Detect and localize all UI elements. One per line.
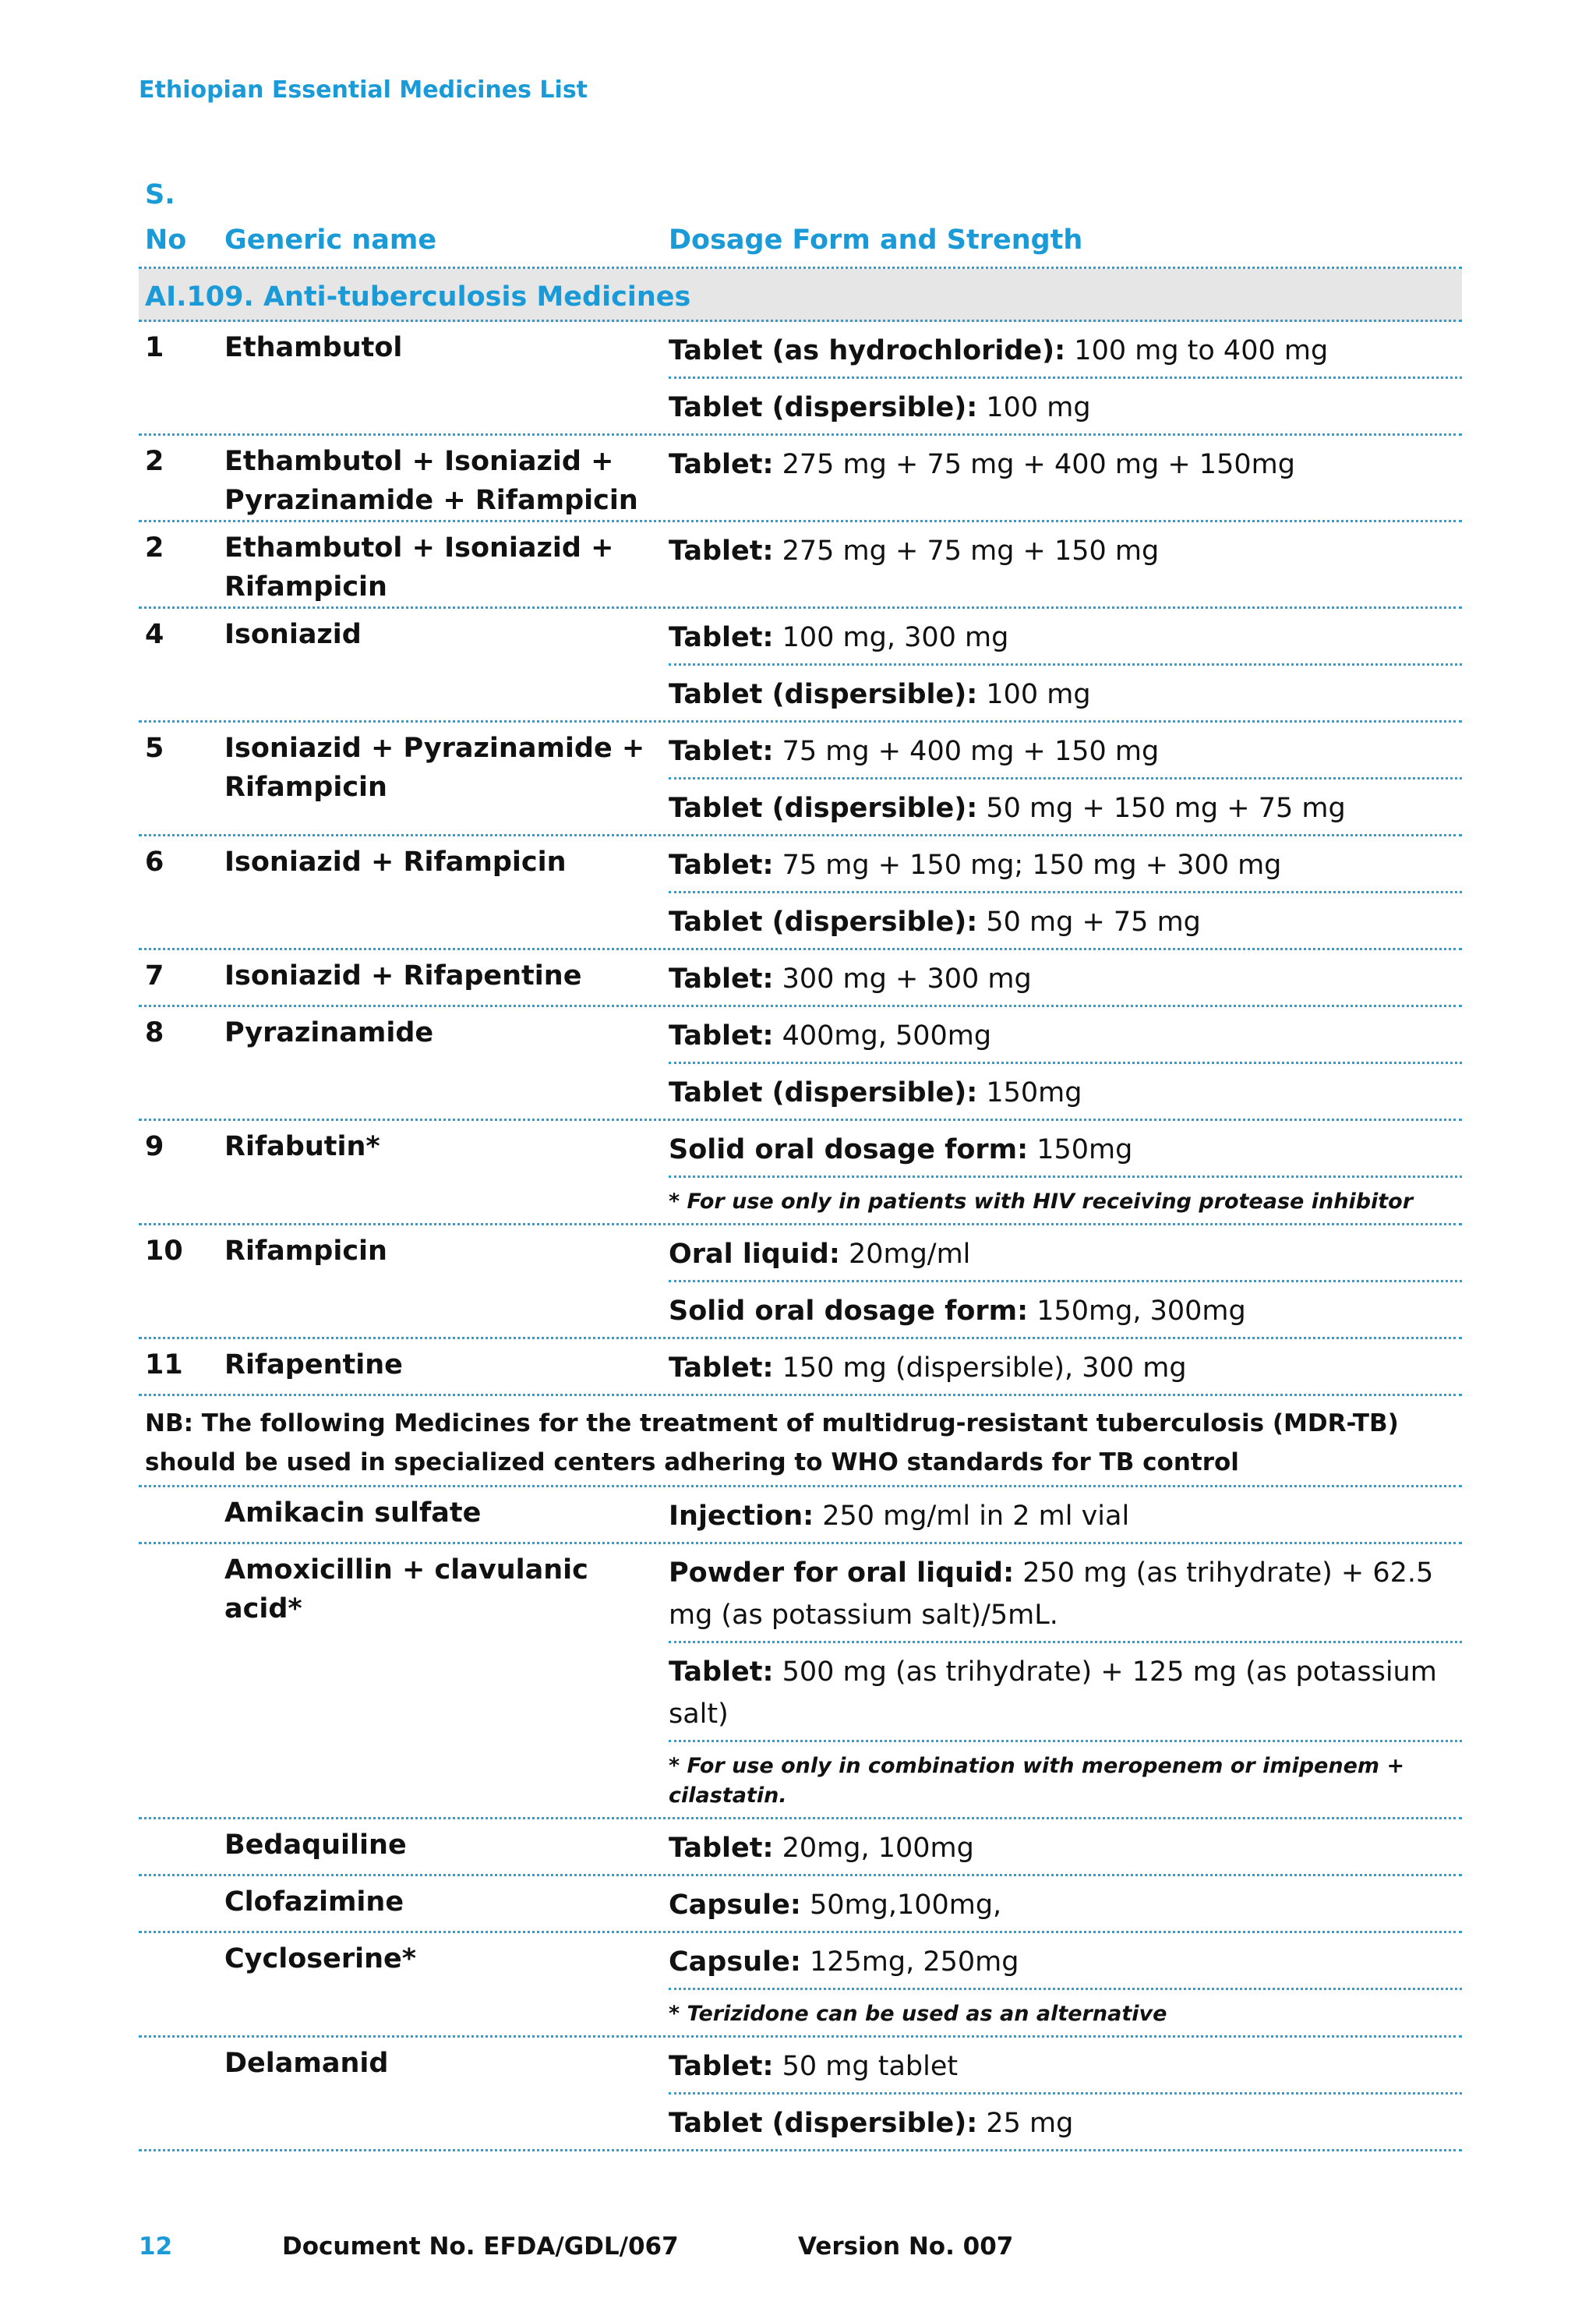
- table-row: [139, 1933, 1462, 2038]
- generic-name: Ethambutol + Isoniazid + Pyrazinamide + Rifampicin: [224, 446, 638, 516]
- dosage-form-label: Tablet:: [669, 1352, 774, 1384]
- usage-note: * For use only in patients with HIV receiving protease inhibitor: [669, 1190, 1414, 1214]
- serial-number: [139, 1876, 224, 1931]
- dosage-form-entry: [669, 1225, 1462, 1282]
- dosage-forms: [669, 522, 1462, 606]
- serial-number: 8: [145, 1017, 164, 1048]
- dosage-strength: 20mg, 100mg: [773, 1833, 974, 1864]
- dosage-strength: 150mg: [1028, 1134, 1133, 1165]
- document-number: Document No. EFDA/GDL/067: [282, 2232, 679, 2261]
- dosage-forms: [669, 609, 1462, 720]
- dosage-strength: 100 mg: [977, 392, 1091, 423]
- table-row: [139, 1819, 1462, 1876]
- dosage-form-label: Oral liquid:: [669, 1239, 840, 1270]
- dosage-form-entry: [669, 723, 1462, 780]
- table-header: [139, 170, 1462, 269]
- serial-number: 1: [145, 332, 164, 363]
- dosage-form-entry: [669, 1876, 1462, 1931]
- dosage-form-label: Tablet:: [669, 1020, 774, 1052]
- dosage-strength: 150 mg (dispersible), 300 mg: [773, 1352, 1187, 1384]
- dosage-form-entry: [669, 893, 1462, 948]
- header-sno-line1: S.: [145, 179, 175, 210]
- generic-name: Rifabutin*: [224, 1131, 380, 1162]
- serial-number: [139, 1933, 224, 2035]
- dosage-strength: 100 mg to 400 mg: [1065, 335, 1329, 366]
- dosage-strength: 20mg/ml: [839, 1239, 971, 1270]
- header-sno-line2: No: [145, 224, 187, 256]
- serial-number: 9: [145, 1131, 164, 1162]
- dosage-forms: [669, 1544, 1462, 1817]
- dosage-forms: [669, 322, 1462, 433]
- dosage-form-entry: [669, 1282, 1462, 1337]
- dosage-strength: 50 mg + 75 mg: [977, 907, 1201, 938]
- table-row: [139, 522, 1462, 609]
- dosage-forms: [669, 950, 1462, 1005]
- generic-name: Bedaquiline: [224, 1829, 407, 1861]
- serial-number: 5: [145, 733, 164, 764]
- generic-name: Isoniazid: [224, 619, 362, 650]
- dosage-strength: 50mg,100mg,: [800, 1890, 1002, 1921]
- dosage-forms: [669, 1487, 1462, 1542]
- dosage-form-entry: [669, 1819, 1462, 1874]
- dosage-strength: 275 mg + 75 mg + 150 mg: [773, 536, 1160, 567]
- serial-number: [139, 2038, 224, 2149]
- dosage-form-entry: [669, 1007, 1462, 1064]
- dosage-form-label: Tablet (as hydrochloride):: [669, 335, 1066, 366]
- dosage-form-label: Tablet:: [669, 622, 774, 653]
- serial-number: [139, 1544, 224, 1817]
- dosage-form-entry: [669, 1643, 1462, 1742]
- generic-name: Rifampicin: [224, 1236, 387, 1267]
- serial-number: [139, 1819, 224, 1874]
- dosage-forms: [669, 836, 1462, 948]
- dosage-form-label: Capsule:: [669, 1946, 801, 1978]
- table-row: [139, 436, 1462, 522]
- dosage-strength: 150mg: [977, 1077, 1082, 1108]
- table-row: [139, 1225, 1462, 1339]
- dosage-forms: [669, 436, 1462, 520]
- dosage-forms: [669, 1819, 1462, 1874]
- dosage-strength: 300 mg + 300 mg: [773, 963, 1032, 995]
- dosage-form-entry: [669, 666, 1462, 720]
- dosage-form-entry: [669, 1933, 1462, 1990]
- dosage-form-entry: [669, 1064, 1462, 1119]
- generic-name: Pyrazinamide: [224, 1017, 434, 1048]
- table-row: [139, 1487, 1462, 1544]
- table-row: [139, 723, 1462, 836]
- table-row: [139, 2038, 1462, 2151]
- usage-note: * Terizidone can be used as an alternative: [669, 2002, 1167, 2026]
- dosage-form-label: Tablet:: [669, 449, 774, 480]
- dosage-strength: 100 mg, 300 mg: [773, 622, 1009, 653]
- serial-number: [139, 1487, 224, 1542]
- header-generic-name: Generic name: [224, 224, 437, 256]
- dosage-forms: [669, 1121, 1462, 1223]
- generic-name: Ethambutol: [224, 332, 403, 363]
- dosage-form-label: Powder for oral liquid:: [669, 1557, 1015, 1589]
- nb-note: NB: The following Medicines for the treatment of multidrug-resistant tuberculosis (MDR-TB) should be used in specialized centers adhering to WHO standards for TB control: [139, 1396, 1462, 1487]
- serial-number: 7: [145, 960, 164, 992]
- dosage-strength: 400mg, 500mg: [773, 1020, 992, 1052]
- dosage-form-label: Tablet:: [669, 736, 774, 767]
- dosage-strength: 75 mg + 400 mg + 150 mg: [773, 736, 1160, 767]
- mdr-drug-rows: [139, 1487, 1462, 2151]
- drug-rows: [139, 322, 1462, 1396]
- dosage-form-entry: [669, 522, 1462, 577]
- generic-name: Rifapentine: [224, 1349, 403, 1380]
- serial-number: 2: [145, 446, 164, 477]
- dosage-form-entry: [669, 2038, 1462, 2095]
- dosage-strength: 500 mg (as trihydrate) + 125 mg (as potassium salt): [669, 1656, 1437, 1730]
- table-row: [139, 1007, 1462, 1121]
- version-number: Version No. 007: [798, 2232, 1014, 2261]
- generic-name: Clofazimine: [224, 1886, 404, 1918]
- table-row: [139, 322, 1462, 436]
- dosage-forms: [669, 1225, 1462, 1337]
- serial-number: 10: [145, 1236, 183, 1267]
- generic-name: Amikacin sulfate: [224, 1497, 482, 1529]
- generic-name: Delamanid: [224, 2048, 389, 2079]
- generic-name: Isoniazid + Pyrazinamide + Rifampicin: [224, 733, 645, 803]
- dosage-form-label: Tablet:: [669, 536, 774, 567]
- dosage-form-label: Tablet (dispersible):: [669, 907, 978, 938]
- dosage-strength: 150mg, 300mg: [1028, 1296, 1246, 1327]
- dosage-strength: 75 mg + 150 mg; 150 mg + 300 mg: [773, 850, 1282, 881]
- dosage-form-label: Tablet (dispersible):: [669, 1077, 978, 1108]
- table-row: [139, 1339, 1462, 1396]
- usage-note: * For use only in combination with meropenem or imipenem + cilastatin.: [669, 1754, 1405, 1808]
- dosage-forms: [669, 2038, 1462, 2149]
- table-row: [139, 1544, 1462, 1819]
- generic-name: Amoxicillin + clavulanic acid*: [224, 1554, 588, 1624]
- table-row: [139, 1121, 1462, 1225]
- page-number: 12: [139, 2232, 173, 2261]
- dosage-form-entry: [669, 1339, 1462, 1394]
- dosage-form-entry: [669, 950, 1462, 1005]
- dosage-strength: 250 mg (as trihydrate) + 62.5 mg (as potassium salt)/5mL.: [669, 1557, 1434, 1631]
- dosage-form-label: Solid oral dosage form:: [669, 1296, 1029, 1327]
- serial-number: 11: [145, 1349, 183, 1380]
- generic-name: Isoniazid + Rifapentine: [224, 960, 582, 992]
- dosage-form-entry: [669, 436, 1462, 490]
- dosage-form-label: Tablet:: [669, 963, 774, 995]
- table-row: [139, 950, 1462, 1007]
- generic-name: Isoniazid + Rifampicin: [224, 847, 567, 878]
- dosage-form-label: Solid oral dosage form:: [669, 1134, 1029, 1165]
- dosage-strength: 50 mg + 150 mg + 75 mg: [977, 793, 1346, 824]
- table-row: [139, 836, 1462, 950]
- dosage-form-entry: [669, 780, 1462, 834]
- serial-number: 4: [145, 619, 164, 650]
- dosage-form-label: Tablet:: [669, 1656, 774, 1688]
- generic-name: Cycloserine*: [224, 1943, 417, 1974]
- dosage-forms: [669, 723, 1462, 834]
- dosage-form-entry: [669, 322, 1462, 379]
- table-row: [139, 1876, 1462, 1933]
- dosage-strength: 50 mg tablet: [773, 2051, 959, 2082]
- dosage-forms: [669, 1876, 1462, 1931]
- dosage-forms: [669, 1933, 1462, 2035]
- serial-number: 2: [145, 532, 164, 564]
- dosage-form-entry: [669, 1544, 1462, 1643]
- generic-name: Ethambutol + Isoniazid + Rifampicin: [224, 532, 614, 603]
- dosage-forms: [669, 1339, 1462, 1394]
- dosage-form-label: Injection:: [669, 1501, 814, 1532]
- dosage-form-label: Tablet (dispersible):: [669, 793, 978, 824]
- dosage-form-entry: [669, 1121, 1462, 1178]
- dosage-form-entry: [669, 836, 1462, 893]
- serial-number: 6: [145, 847, 164, 878]
- dosage-form-entry: [669, 609, 1462, 666]
- dosage-strength: 100 mg: [977, 679, 1091, 710]
- dosage-form-label: Tablet (dispersible):: [669, 392, 978, 423]
- dosage-form-entry: [669, 2095, 1462, 2149]
- dosage-strength: 275 mg + 75 mg + 400 mg + 150mg: [773, 449, 1295, 480]
- dosage-form-label: Tablet (dispersible):: [669, 679, 978, 710]
- dosage-strength: 25 mg: [977, 2108, 1074, 2139]
- dosage-form-label: Tablet (dispersible):: [669, 2108, 978, 2139]
- running-head: Ethiopian Essential Medicines List: [139, 76, 588, 104]
- dosage-forms: [669, 1007, 1462, 1119]
- medicines-table: [139, 170, 1462, 2151]
- dosage-strength: 125mg, 250mg: [800, 1946, 1019, 1978]
- dosage-form-entry: [669, 1487, 1462, 1542]
- dosage-form-entry: [669, 379, 1462, 433]
- header-dosage-form: Dosage Form and Strength: [669, 224, 1083, 256]
- table-row: [139, 609, 1462, 723]
- section-title: AI.109. Anti-tuberculosis Medicines: [139, 269, 1462, 322]
- dosage-form-label: Tablet:: [669, 850, 774, 881]
- dosage-form-label: Tablet:: [669, 2051, 774, 2082]
- dosage-strength: 250 mg/ml in 2 ml vial: [814, 1501, 1130, 1532]
- dosage-form-label: Tablet:: [669, 1833, 774, 1864]
- dosage-form-label: Capsule:: [669, 1890, 801, 1921]
